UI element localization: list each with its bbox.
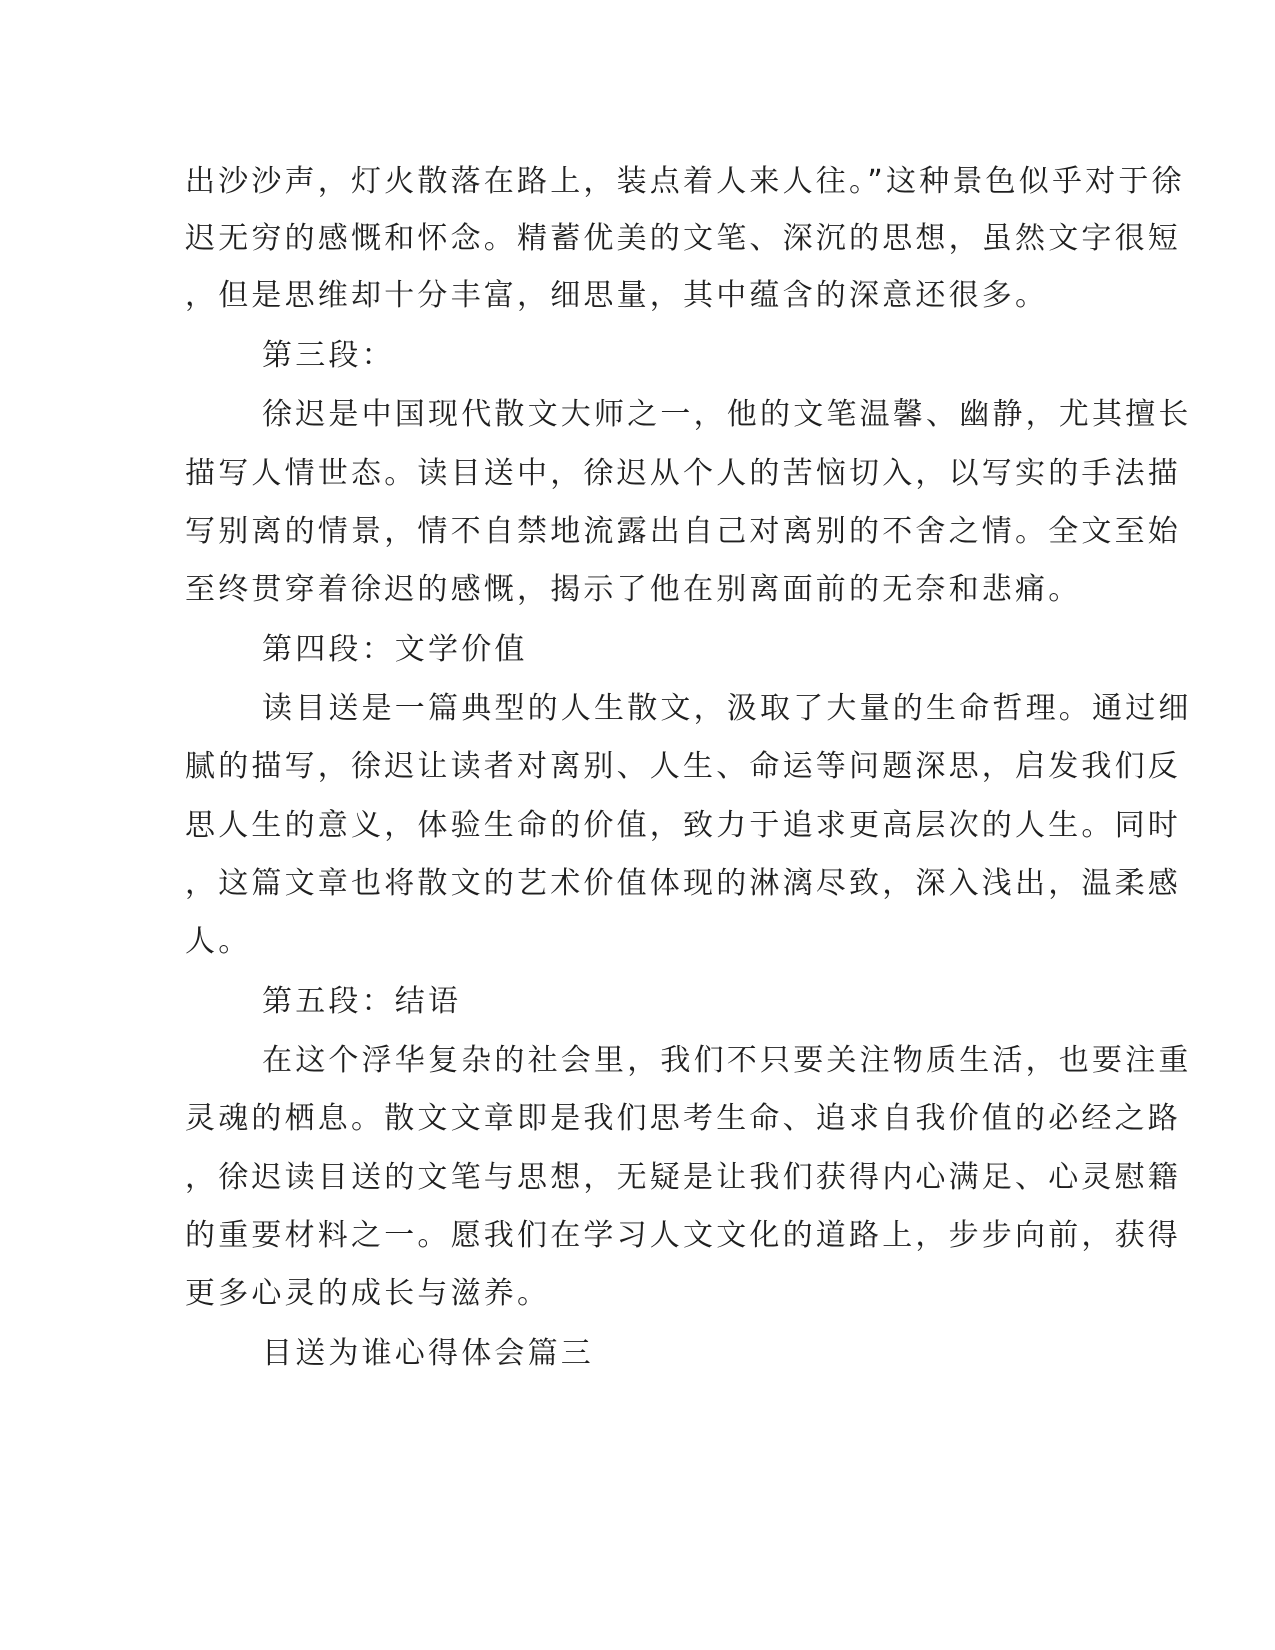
text-line: 更多心灵的成长与滋养。 xyxy=(185,1276,551,1311)
section-heading: 第三段： xyxy=(262,338,395,373)
text-line: 腻的描写，徐迟让读者对离别、人生、命运等问题深思，启发我们反 xyxy=(185,749,1181,784)
text-line: 读目送是一篇典型的人生散文，汲取了大量的生命哲理。通过细 xyxy=(262,691,1192,726)
text-line: ，这篇文章也将散文的艺术价值体现的淋漓尽致，深入浅出，温柔感 xyxy=(185,866,1181,901)
text-line: 至终贯穿着徐迟的感慨，揭示了他在别离面前的无奈和悲痛。 xyxy=(185,572,1082,607)
text-line: 出沙沙声，灯火散落在路上，装点着人来人往。”这种景色似乎对于徐 xyxy=(185,164,1185,199)
text-line: 写别离的情景，情不自禁地流露出自己对离别的不舍之情。全文至始 xyxy=(185,514,1181,549)
section-heading: 第四段：文学价值 xyxy=(262,632,528,667)
text-line: 思人生的意义，体验生命的价值，致力于追求更高层次的人生。同时 xyxy=(185,808,1181,843)
text-line: ，但是思维却十分丰富，细思量，其中蕴含的深意还很多。 xyxy=(185,278,1049,313)
section-heading: 目送为谁心得体会篇三 xyxy=(262,1336,594,1371)
text-line: 灵魂的栖息。散文文章即是我们思考生命、追求自我价值的必经之路 xyxy=(185,1101,1181,1136)
text-line: ，徐迟读目送的文笔与思想，无疑是让我们获得内心满足、心灵慰籍 xyxy=(185,1160,1181,1195)
text-line: 在这个浮华复杂的社会里，我们不只要关注物质生活，也要注重 xyxy=(262,1043,1192,1078)
text-line: 迟无穷的感慨和怀念。精蓄优美的文笔、深沉的思想，虽然文字很短 xyxy=(185,221,1181,256)
text-line: 描写人情世态。读目送中，徐迟从个人的苦恼切入，以写实的手法描 xyxy=(185,456,1181,491)
text-line: 人。 xyxy=(185,924,252,959)
text-line: 徐迟是中国现代散文大师之一，他的文笔温馨、幽静，尤其擅长 xyxy=(262,397,1192,432)
text-line: 的重要材料之一。愿我们在学习人文文化的道路上，步步向前，获得 xyxy=(185,1218,1181,1253)
section-heading: 第五段：结语 xyxy=(262,984,462,1019)
